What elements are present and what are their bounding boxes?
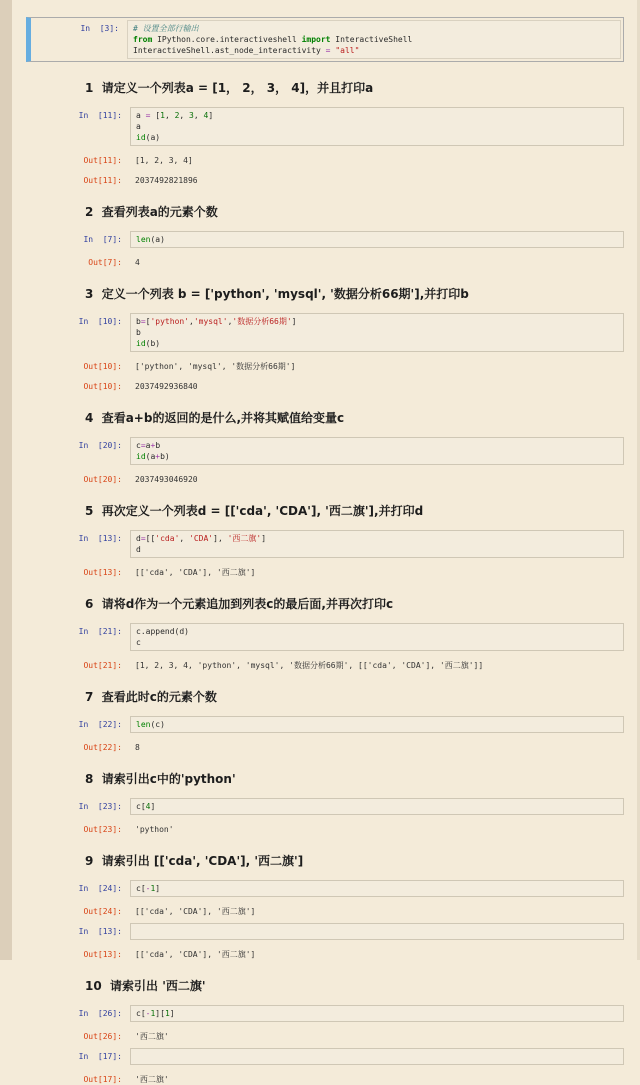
output-value: 4 — [135, 258, 140, 267]
code-input[interactable] — [130, 231, 624, 248]
code-cell[interactable] — [12, 923, 624, 940]
code-input[interactable] — [130, 923, 624, 940]
output-row — [12, 821, 624, 835]
output-value: '西二旗' — [135, 1032, 169, 1041]
code-text — [136, 926, 618, 937]
output-prompt: Out[22]: — [83, 743, 122, 752]
output-row — [12, 358, 624, 372]
section-heading: 6 请将d作为一个元素追加到列表c的最后面,并再次打印c — [85, 597, 394, 611]
output-value: 2037492821896 — [135, 176, 198, 185]
output-value: [1, 2, 3, 4] — [135, 156, 193, 165]
code-cell[interactable] — [12, 798, 624, 815]
output-value: 2037492936840 — [135, 382, 198, 391]
output-row — [12, 471, 624, 485]
output-prompt: Out[13]: — [83, 568, 122, 577]
code-text: c.append(d) c — [136, 627, 189, 647]
output-row — [12, 657, 624, 671]
code-text: a = [1, 2, 3, 4] a id(a) — [136, 111, 214, 142]
section-heading: 10 请索引出 '西二旗' — [85, 979, 206, 993]
output-prompt: Out[13]: — [83, 950, 122, 959]
output-prompt: Out[17]: — [83, 1075, 122, 1084]
code-text: len(a) — [136, 235, 165, 244]
code-cell[interactable] — [12, 1048, 624, 1065]
code-input[interactable] — [130, 437, 624, 465]
output-value: [['cda', 'CDA'], '西二旗'] — [135, 950, 256, 959]
code-input[interactable] — [130, 313, 624, 352]
output-prompt: Out[11]: — [83, 156, 122, 165]
input-prompt: In [11]: — [78, 111, 122, 120]
output-row — [12, 172, 624, 186]
code-text: c=a+b id(a+b) — [136, 441, 170, 461]
code-input[interactable] — [130, 107, 624, 146]
output-row — [12, 739, 624, 753]
page-left-margin — [0, 0, 12, 960]
output-value: 'python' — [135, 825, 174, 834]
code-cell[interactable] — [12, 1005, 624, 1022]
code-cell[interactable] — [12, 107, 624, 146]
input-prompt: In [10]: — [78, 317, 122, 326]
code-cell[interactable] — [12, 437, 624, 465]
output-prompt: Out[11]: — [83, 176, 122, 185]
input-prompt: In [22]: — [78, 720, 122, 729]
code-text — [136, 1051, 618, 1062]
output-prompt: Out[23]: — [83, 825, 122, 834]
input-prompt: In [20]: — [78, 441, 122, 450]
output-prompt: Out[10]: — [83, 362, 122, 371]
output-row — [12, 1071, 624, 1085]
code-text: b=['python','mysql','数据分析66期'] b id(b) — [136, 317, 297, 348]
output-value: 2037493046920 — [135, 475, 198, 484]
output-prompt: Out[21]: — [83, 661, 122, 670]
code-input[interactable] — [130, 623, 624, 651]
code-cell[interactable] — [12, 313, 624, 352]
output-value: [['cda', 'CDA'], '西二旗'] — [135, 907, 256, 916]
output-value: '西二旗' — [135, 1075, 169, 1084]
output-row — [12, 946, 624, 960]
output-prompt: Out[7]: — [88, 258, 122, 267]
section-heading: 1 请定义一个列表a = [1， 2， 3， 4]，并且打印a — [85, 81, 374, 95]
code-input[interactable] — [127, 20, 621, 59]
input-prompt: In [13]: — [78, 534, 122, 543]
output-prompt: Out[10]: — [83, 382, 122, 391]
section-heading: 3 定义一个列表 b = ['python', 'mysql', '数据分析66期'],并打印b — [85, 287, 469, 301]
code-input[interactable] — [130, 716, 624, 733]
section-heading: 2 查看列表a的元素个数 — [85, 205, 218, 219]
code-text: d=[['cda', 'CDA'], '西二旗'] d — [136, 534, 267, 554]
code-input[interactable] — [130, 880, 624, 897]
output-value: [['cda', 'CDA'], '西二旗'] — [135, 568, 256, 577]
code-cell[interactable] — [12, 530, 624, 558]
output-value: [1, 2, 3, 4, 'python', 'mysql', '数据分析66期', [['cda', 'CDA'], '西二旗']] — [135, 661, 484, 670]
code-text: c[-1][1] — [136, 1009, 175, 1018]
input-prompt: In [26]: — [78, 1009, 122, 1018]
input-prompt: In [13]: — [78, 927, 122, 936]
section-heading: 5 再次定义一个列表d = [['cda', 'CDA'], '西二旗'],并打印d — [85, 504, 424, 518]
code-cell[interactable] — [26, 17, 624, 62]
notebook — [12, 0, 637, 1084]
code-input[interactable] — [130, 1005, 624, 1022]
output-row — [12, 564, 624, 578]
output-row — [12, 152, 624, 166]
section-heading: 8 请索引出c中的'python' — [85, 772, 236, 786]
section-heading: 7 查看此时c的元素个数 — [85, 690, 217, 704]
output-prompt: Out[26]: — [83, 1032, 122, 1041]
code-input[interactable] — [130, 530, 624, 558]
code-text: c[4] — [136, 802, 156, 811]
code-text: c[-1] — [136, 884, 161, 893]
output-row — [12, 903, 624, 917]
output-prompt: Out[24]: — [83, 907, 122, 916]
input-prompt: In [24]: — [78, 884, 122, 893]
output-row — [12, 254, 624, 268]
section-heading: 9 请索引出 [['cda', 'CDA'], '西二旗'] — [85, 854, 304, 868]
input-prompt: In [3]: — [80, 24, 119, 33]
output-value: ['python', 'mysql', '数据分析66期'] — [135, 362, 296, 371]
output-row — [12, 1028, 624, 1042]
code-cell[interactable] — [12, 623, 624, 651]
output-value: 8 — [135, 743, 140, 752]
code-text: len(c) — [136, 720, 165, 729]
code-cell[interactable] — [12, 716, 624, 733]
code-input[interactable] — [130, 798, 624, 815]
code-cell[interactable] — [12, 880, 624, 897]
code-text: # 设置全部行输出 from IPython.core.interactiveshell import InteractiveShell InteractiveShell.ast_node_interactivity = "all" — [133, 24, 413, 55]
section-heading: 4 查看a+b的返回的是什么,并将其赋值给变量c — [85, 411, 345, 425]
input-prompt: In [23]: — [78, 802, 122, 811]
output-prompt: Out[20]: — [83, 475, 122, 484]
code-input[interactable] — [130, 1048, 624, 1065]
input-prompt: In [21]: — [78, 627, 122, 636]
input-prompt: In [7]: — [83, 235, 122, 244]
output-row — [12, 378, 624, 392]
code-cell[interactable] — [12, 231, 624, 248]
input-prompt: In [17]: — [78, 1052, 122, 1061]
